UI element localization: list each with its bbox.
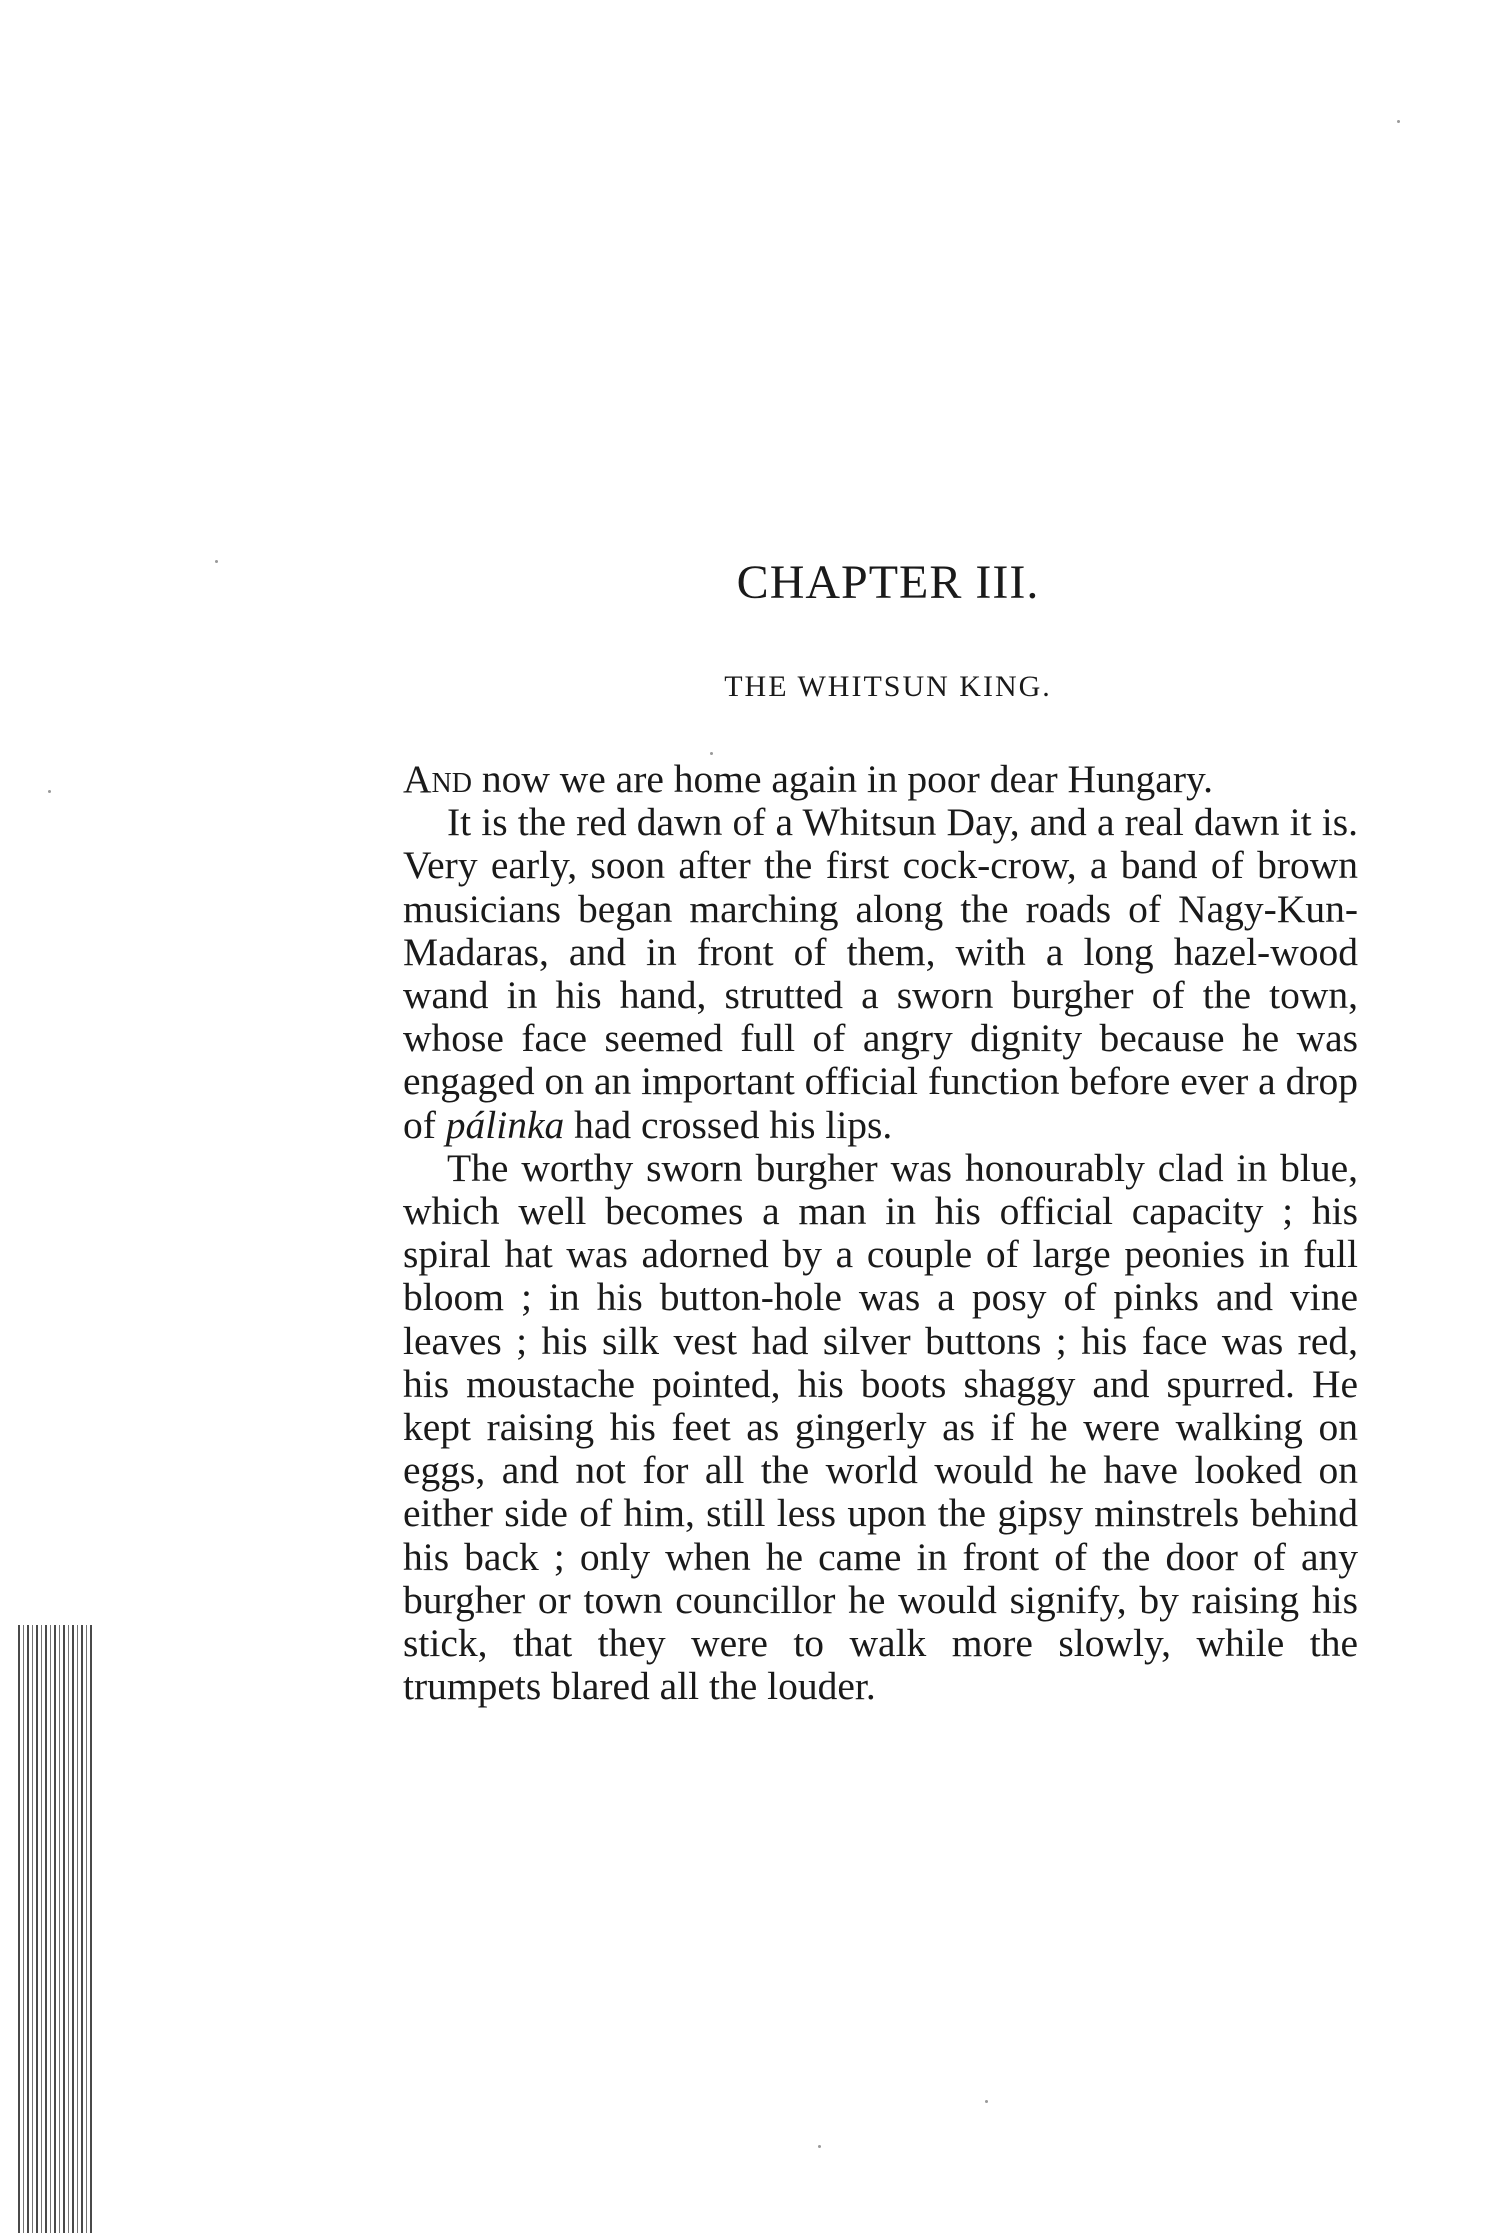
paragraph-1 [403,758,1358,801]
scan-speck [985,2100,988,2103]
paragraph-1-text: now we are home again in poor dear Hungary. [471,757,1214,801]
chapter-title: CHAPTER III. [736,556,1040,609]
scan-speck [710,752,713,755]
opening-word: And [403,757,472,801]
scan-binding-edge [18,1625,92,2233]
paragraph-2 [403,801,1358,1147]
chapter-subtitle: THE WHITSUN KING. [724,670,1052,703]
scan-speck [48,790,51,793]
paragraph-3-text: The worthy sworn burgher was honourably clad in blue, which well becomes a man in his official capacity ; his spiral hat was adorned by a couple of large peonies in full bloom ; in his button-hole was a posy of pinks and vine leaves ; his silk vest had silver buttons ; his face was red, his moustache pointed, his boots shaggy and spurred. He kept raising his feet as gingerly as if he were walking on eggs, and not for all the world would he have looked on either side of him, still less upon the gipsy minstrels behind his back ; only when he came in front of the door of any burgher or town councillor he would signify, by raising his stick, that they were to walk more slowly, while the trumpets blared all the louder. [403,1145,1358,1709]
chapter-body [403,758,1358,1708]
italic-word: pálinka [445,1102,565,1147]
scan-speck [1397,120,1400,123]
scan-speck [215,560,218,563]
paragraph-2-end: had crossed his lips. [564,1102,893,1147]
scan-speck [818,2145,821,2148]
paragraph-2-text: It is the red dawn of a Whitsun Day, and a real dawn it is. Very early, soon after the first cock-crow, a band of brown musicians began marching along the roads of Nagy-Kun-Madaras, and in front of them, with a long hazel-wood wand in his hand, strutted a sworn burgher of the town, whose face seemed full of angry dignity because he was engaged on an important official function before ever a drop of [403,800,1358,1147]
paragraph-3 [403,1147,1358,1709]
